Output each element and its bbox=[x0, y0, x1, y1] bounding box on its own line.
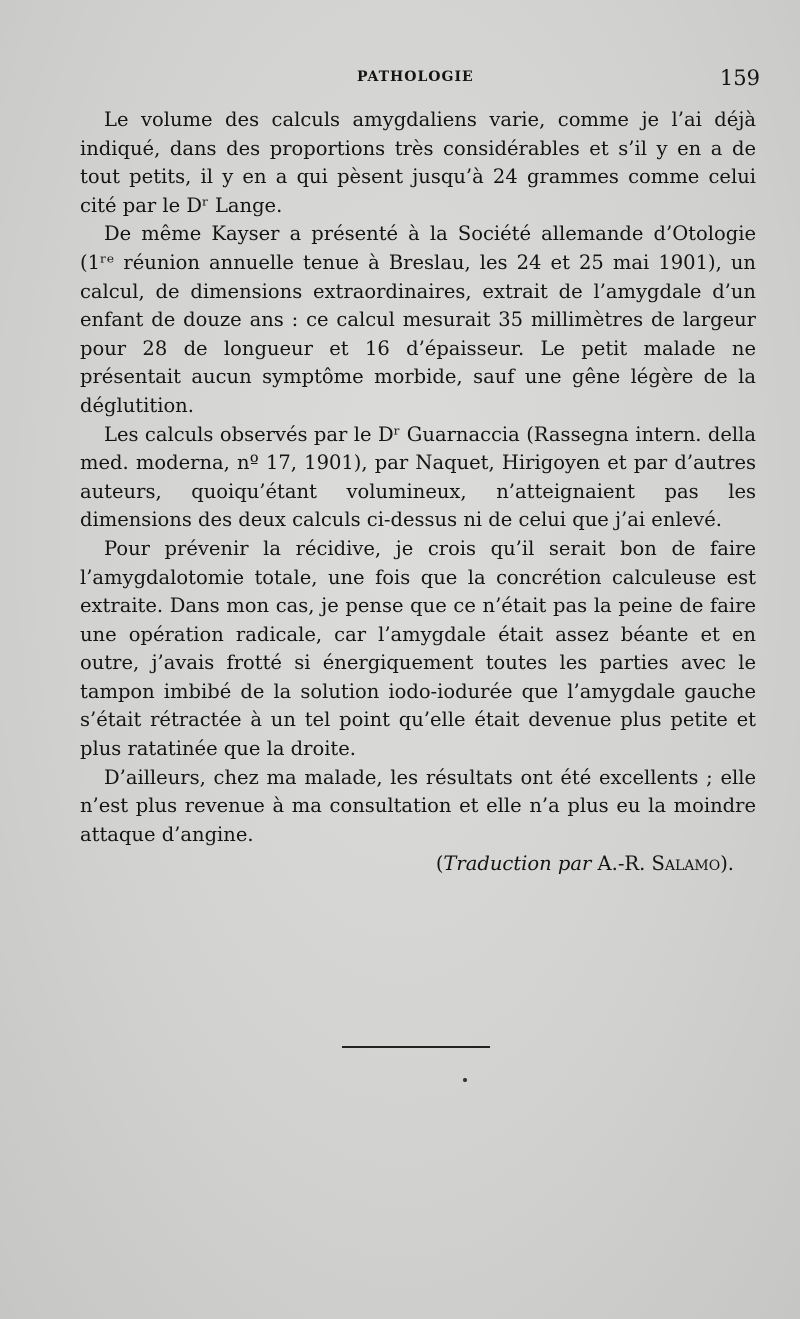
page-header bbox=[80, 66, 760, 92]
running-head: PATHOLOGIE bbox=[357, 69, 474, 85]
credit-open: ( bbox=[435, 852, 444, 876]
end-rule bbox=[342, 1046, 490, 1048]
paragraph-1: Le volume des calculs amygdaliens varie, comme je l’ai déjà indiqué, dans des proportions très considérables et s’il y en a de tout petits, il y en a qui pèsent jusqu’à 24 grammes comme celui cité par le Dʳ Lange. bbox=[80, 108, 756, 217]
end-dot bbox=[463, 1078, 467, 1082]
translation-credit bbox=[80, 849, 756, 879]
paragraph-4: Pour prévenir la récidive, je crois qu’il serait bon de faire l’amygdalotomie totale, une fois que la concrétion calculeuse est extraite. Dans mon cas, je pense que ce n’était pas la peine de faire une opération radicale, car l’amygdale était assez béante et en outre, j’avais frotté si énergiquement toutes les parties avec le tampon imbibé de la solution iodo-iodurée que l’amygdale gauche s’était rétractée à un tel point qu’elle était devenue plus petite et plus ratatinée que la droite. bbox=[80, 536, 756, 761]
paragraph-3: Les calculs observés par le Dʳ Guarnaccia (Rassegna intern. della med. moderna, nº 17, 1901), par Naquet, Hirigoyen et par d’autres auteurs, quoiqu’étant volumineux, n’atteignaient pas les dimensions des deux calculs ci-dessus ni de celui que j’ai enlevé. bbox=[80, 422, 756, 532]
paragraph-2: De même Kayser a présenté à la Société allemande d’Otologie (1ʳᵉ réunion annuelle tenue à Breslau, les 24 et 25 mai 1901), un calcul, de dimensions extraordinaires, extrait de l’amygdale d’un enfant de douze ans : ce calcul mesurait 35 millimètres de largeur pour 28 de longueur et 16 d’épaisseur. Le petit malade ne présentait aucun symptôme morbide, sauf une gêne légère de la déglutition. bbox=[80, 222, 756, 417]
body-text bbox=[80, 106, 756, 879]
translator-name: A.-R. Salamo bbox=[597, 852, 721, 876]
credit-close: ). bbox=[720, 852, 734, 876]
page-number: 159 bbox=[719, 66, 760, 90]
paragraph-5: D’ailleurs, chez ma malade, les résultats ont été excellents ; elle n’est plus revenue à ma consultation et elle n’a plus eu la moindre attaque d’angine. bbox=[80, 765, 756, 846]
credit-label: Traduction par bbox=[443, 852, 592, 876]
